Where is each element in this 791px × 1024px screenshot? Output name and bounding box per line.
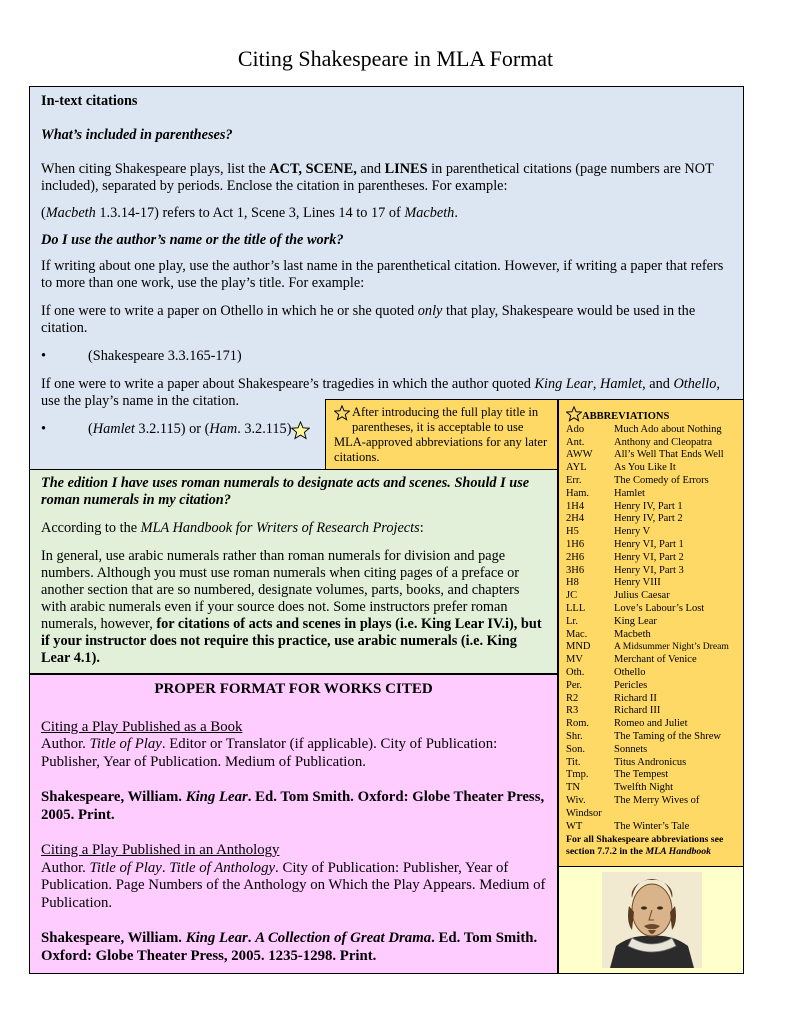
anthology-format-template: Author. Title of Play. Title of Anthology. City of Publication: Publisher, Year of Publication. Page Numbers of the Anthology on Which the Play Appears. Medium of Publication. (41, 859, 546, 911)
abbr-title: The Comedy of Errors (614, 474, 709, 486)
abbr-row (566, 565, 736, 578)
example-macbeth: (Macbeth 1.3.14-17) refers to Act 1, Scene 3, Lines 14 to 17 of Macbeth. (41, 205, 458, 221)
abbr-title: All’s Well That Ends Well (614, 449, 724, 461)
works-cited-heading: PROPER FORMAT FOR WORKS CITED (154, 681, 433, 697)
abbr-row (566, 680, 736, 693)
abbr-code: R3 (566, 705, 579, 717)
abbr-code: Tmp. (566, 769, 589, 781)
abbr-title: Love’s Labour’s Lost (614, 602, 705, 614)
abbr-row (566, 603, 736, 616)
star-icon (334, 405, 350, 421)
abbr-code: MV (566, 654, 583, 666)
abbr-code: MND (566, 641, 591, 653)
abbr-code: Err. (566, 474, 582, 486)
abbr-row (566, 769, 736, 782)
shakespeare-portrait (602, 872, 702, 968)
abbr-code: AYL (566, 462, 587, 474)
abbr-code: AWW (566, 449, 593, 461)
abbr-code: Per. (566, 679, 583, 691)
abbr-title: Twelfth Night (614, 782, 674, 794)
abbreviations-footnote: For all Shakespeare abbreviations see section 7.7.2 in the MLA Handbook (566, 834, 724, 858)
abbr-row (566, 667, 736, 680)
abbr-code: 2H4 (566, 513, 585, 525)
paragraph-according-to: According to the MLA Handbook for Writers of Research Projects: (41, 520, 424, 536)
abbreviation-note (325, 399, 558, 472)
note-text: After introducing the full play title in parentheses, it is acceptable to use MLA-approved abbreviations for any later citations. (334, 405, 548, 464)
abbr-row (566, 616, 736, 629)
anthology-format-example: Shakespeare, William. King Lear. A Collection of Great Drama. Ed. Tom Smith. Oxford: Globe Theater Press, 2005. 1235-1298. Print. (41, 930, 538, 964)
abbr-row (566, 629, 736, 642)
abbr-code: 3H6 (566, 564, 585, 576)
abbr-row (566, 718, 736, 731)
abbr-title: Anthony and Cleopatra (614, 436, 712, 448)
abbr-title: Hamlet (614, 487, 645, 499)
abbr-row (566, 513, 736, 526)
abbr-code: Tit. (566, 756, 581, 768)
paragraph-arabic-numerals: In general, use arabic numerals rather than roman numerals for division and page numbers. Although you must use roman numerals when citing pages of a preface or another section that are so numbered, designate volumes, parts, books, and chapters with arabic numerals even if your source does not. Some instructors prefer roman numerals, however, for citations of acts and scenes in plays (i.e. King Lear IV.i), but if your instructor does not require this practice, use arabic numerals (i.e. King Lear 4.1). (41, 548, 542, 666)
abbr-row (566, 552, 736, 565)
abbr-row (566, 462, 736, 475)
abbr-row (566, 757, 736, 770)
roman-numerals-section (29, 469, 558, 674)
abbr-code: TN (566, 782, 580, 794)
abbr-code: Rom. (566, 718, 590, 730)
abbr-title: As You Like It (614, 462, 676, 474)
abbr-row: WT The Winter’s Tale (566, 820, 690, 832)
abbr-title: King Lear (614, 615, 657, 627)
abbr-title: The Tempest (614, 769, 669, 781)
abbr-row (566, 526, 736, 539)
abbr-title: Pericles (614, 679, 648, 691)
bullet-example-hamlet: • (Hamlet 3.2.115) or (Ham. 3.2.115) (41, 421, 732, 440)
abbr-row (566, 424, 736, 437)
abbr-title: Titus Andronicus (614, 756, 687, 768)
abbr-title: Othello (614, 666, 646, 678)
abbr-code: 1H4 (566, 500, 585, 512)
abbr-title: Henry VIII (614, 577, 661, 589)
page-title: Citing Shakespeare in MLA Format (237, 46, 554, 71)
abbr-row (566, 449, 736, 462)
paragraph-act-scene-lines: When citing Shakespeare plays, list the ACT, SCENE, and LINES in parenthetical citations (page numbers are NOT included), separated by periods. Enclose the citation in parentheses. For example: (41, 161, 714, 194)
paragraph-one-or-more-plays: If writing about one play, use the author’s last name in the parenthetical citation. However, if writing a paper that refers to more than one work, use the play’s title. For example: (41, 258, 724, 291)
abbr-title: Henry VI, Part 1 (614, 538, 684, 550)
question-author-or-title: Do I use the author’s name or the title of the work? (41, 232, 344, 248)
abbr-title: Julius Caesar (614, 590, 670, 602)
abbr-row (566, 590, 736, 603)
abbr-title: Much Ado about Nothing (614, 423, 722, 435)
abbr-title: Merchant of Venice (614, 654, 697, 666)
abbr-code: H5 (566, 526, 579, 538)
abbr-code: Ant. (566, 436, 585, 448)
book-format-template: Author. Title of Play. Editor or Translator (if applicable). City of Publication: Publisher, Year of Publication. Medium of Publication. (41, 736, 498, 770)
abbr-title: The Merry Wives of (614, 794, 700, 806)
abbr-title: Richard III (614, 705, 661, 717)
abbreviations-list (558, 399, 744, 867)
abbr-row (566, 475, 736, 488)
abbr-title: Henry V (614, 526, 651, 538)
abbr-code: Ham. (566, 487, 590, 499)
abbr-code: 2H6 (566, 551, 585, 563)
abbr-row (566, 693, 736, 706)
abbr-row (566, 577, 736, 590)
anthology-format-title: Citing a Play Published in an Anthology (41, 842, 280, 858)
works-cited-section (29, 674, 558, 974)
abbr-code: 1H6 (566, 538, 585, 550)
paragraph-tragedies: If one were to write a paper about Shakespeare’s tragedies in which the author quoted King Lear, Hamlet, and Othello, use the play’s name in the citation. (41, 376, 720, 409)
abbr-code: H8 (566, 577, 579, 589)
abbr-row (566, 437, 736, 450)
question-roman-numerals: The edition I have uses roman numerals to designate acts and scenes. Should I use roman numerals in my citation? (41, 475, 530, 508)
paragraph-othello: If one were to write a paper on Othello in which he or she quoted only that play, Shakespeare would be used in the citation. (41, 303, 696, 336)
abbr-code: Wiv. (566, 794, 586, 806)
abbr-row (566, 782, 736, 795)
abbr-row (566, 705, 736, 718)
abbr-row (566, 654, 736, 667)
abbr-title: Romeo and Juliet (614, 718, 688, 730)
abbr-title: Henry VI, Part 3 (614, 564, 684, 576)
question-parentheses: What’s included in parentheses? (41, 127, 233, 143)
star-icon (291, 421, 310, 440)
book-format-title: Citing a Play Published as a Book (41, 718, 243, 735)
abbr-title: Richard II (614, 692, 657, 704)
abbr-row (566, 539, 736, 552)
abbr-row (566, 641, 736, 654)
abbr-title: Henry IV, Part 2 (614, 513, 683, 525)
abbr-code: LLL (566, 602, 586, 614)
abbr-row (566, 795, 736, 808)
abbr-windsor: Windsor (566, 807, 602, 819)
abbr-row (566, 744, 736, 757)
abbr-code: JC (566, 590, 578, 602)
abbr-row (566, 731, 736, 744)
abbr-code: Shr. (566, 730, 583, 742)
book-format-example: Shakespeare, William. King Lear. Ed. Tom Smith. Oxford: Globe Theater Press, 2005. Print. (41, 789, 545, 823)
abbreviations-heading: ABBREVIATIONS (566, 406, 736, 424)
abbr-code: Mac. (566, 628, 588, 640)
abbr-code: Oth. (566, 666, 585, 678)
abbr-title: Sonnets (614, 743, 648, 755)
abbr-code: Ado (566, 423, 585, 435)
bullet-example-shakespeare: • (Shakespeare 3.3.165-171) (41, 348, 242, 364)
abbr-row (566, 488, 736, 501)
abbr-title: A Midsummer Night’s Dream (614, 641, 729, 653)
abbr-title: The Taming of the Shrew (614, 730, 721, 742)
abbr-code: Lr. (566, 615, 578, 627)
abbr-code: Son. (566, 743, 585, 755)
abbr-title: Henry VI, Part 2 (614, 551, 684, 563)
abbr-row (566, 501, 736, 514)
section-heading: In-text citations (41, 93, 138, 109)
abbr-title: Macbeth (614, 628, 651, 640)
star-icon (566, 406, 582, 422)
abbr-title: Henry IV, Part 1 (614, 500, 683, 512)
portrait-panel (558, 866, 744, 974)
abbr-code: R2 (566, 692, 579, 704)
